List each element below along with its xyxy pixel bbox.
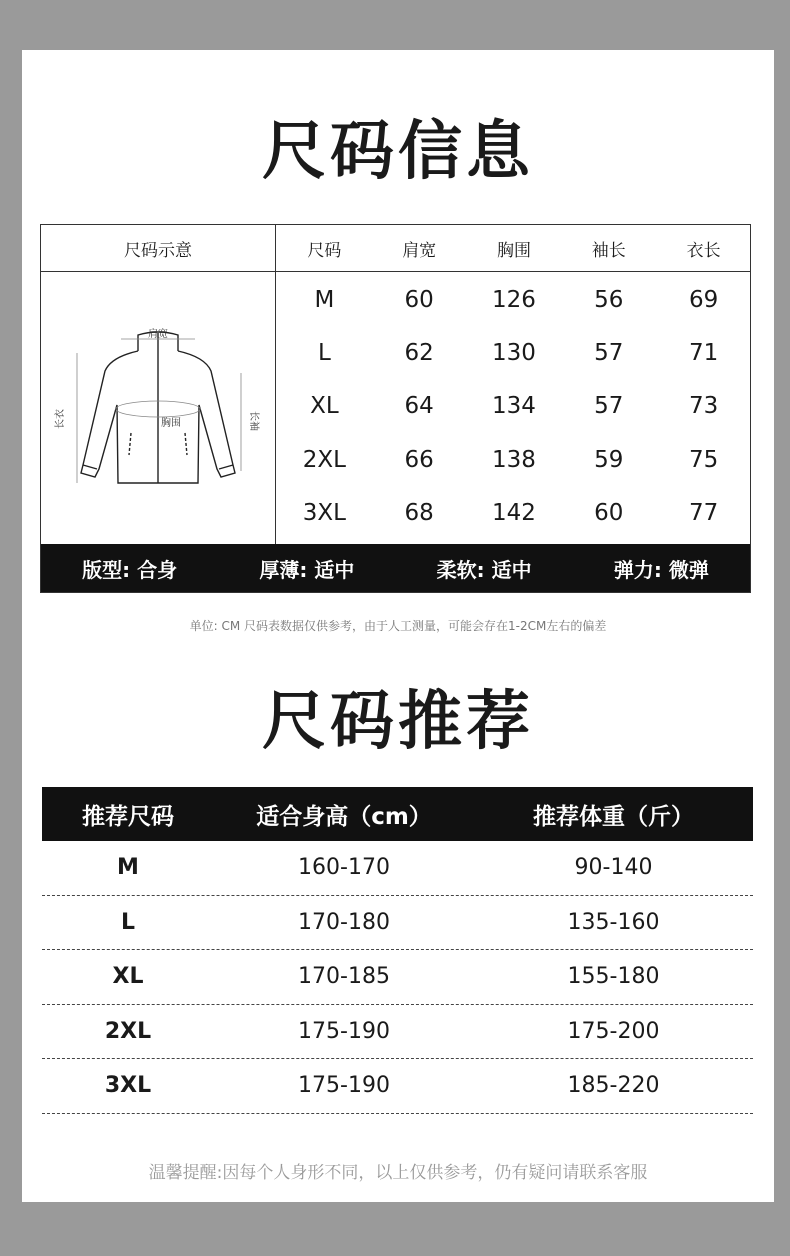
property-fit: 版型: 合身 xyxy=(82,557,178,582)
cell: 59 xyxy=(594,446,624,473)
property-softness: 柔软: 适中 xyxy=(436,557,532,582)
cell: M xyxy=(314,286,335,313)
table-row xyxy=(42,1005,753,1060)
table-row xyxy=(277,487,751,540)
table-row xyxy=(42,896,753,951)
col-header: 适合身高（cm） xyxy=(256,803,432,830)
cell: 57 xyxy=(594,340,624,367)
table-row xyxy=(277,326,751,379)
cell: XL xyxy=(310,393,339,420)
size-reco-title: 尺码推荐 xyxy=(262,685,534,759)
cell: 170-185 xyxy=(298,964,390,990)
diagram-header: 尺码示意 xyxy=(124,240,192,261)
cell: 3XL xyxy=(104,1073,152,1099)
cell: 175-190 xyxy=(298,1018,390,1044)
size-info-header-row xyxy=(277,225,751,271)
jacket-icon xyxy=(41,273,275,545)
table-row xyxy=(277,433,751,486)
cell: L xyxy=(120,909,136,935)
cell: 90-140 xyxy=(574,855,653,881)
property-thickness: 厚薄: 适中 xyxy=(259,557,355,582)
cell: XL xyxy=(112,964,144,990)
jacket-diagram xyxy=(41,273,275,545)
table-row xyxy=(42,950,753,1005)
fabric-properties-bar xyxy=(41,544,750,592)
col-header: 胸围 xyxy=(496,240,531,261)
cell: 2XL xyxy=(302,446,346,473)
size-reco-table xyxy=(42,787,753,1114)
cell: 175-200 xyxy=(567,1018,660,1044)
table-divider xyxy=(41,271,750,272)
cell: 142 xyxy=(492,500,536,527)
size-info-title: 尺码信息 xyxy=(262,115,534,189)
cell: 175-190 xyxy=(298,1073,390,1099)
cell: 60 xyxy=(404,286,434,313)
cell: 60 xyxy=(594,500,624,527)
col-header: 尺码 xyxy=(307,240,342,261)
cell: 75 xyxy=(688,446,719,473)
col-header: 衣长 xyxy=(686,240,721,261)
col-header: 袖长 xyxy=(591,240,626,261)
cell: L xyxy=(317,340,331,367)
cell: 185-220 xyxy=(567,1073,660,1099)
cell: 71 xyxy=(688,340,719,367)
cell: M xyxy=(117,855,139,881)
cell: 68 xyxy=(404,500,434,527)
cell: 66 xyxy=(404,446,434,473)
cell: 62 xyxy=(404,340,434,367)
property-elasticity: 弹力: 微弹 xyxy=(613,557,709,582)
size-chart-page xyxy=(22,50,774,1202)
shoulder-label: 肩宽 xyxy=(148,329,168,340)
cell: 155-180 xyxy=(567,964,660,990)
chest-label: 胸围 xyxy=(161,418,181,429)
cell: 77 xyxy=(688,500,719,527)
cell: 2XL xyxy=(104,1018,152,1044)
cell: 56 xyxy=(594,286,624,313)
cell: 73 xyxy=(688,393,719,420)
length-label: 长衣 xyxy=(55,409,66,429)
cell: 130 xyxy=(492,340,536,367)
cell: 64 xyxy=(404,393,434,420)
cell: 3XL xyxy=(302,500,346,527)
cell: 138 xyxy=(492,446,536,473)
table-row xyxy=(42,1059,753,1114)
cell: 57 xyxy=(594,393,624,420)
table-row xyxy=(277,380,751,433)
table-row xyxy=(277,273,751,326)
measurement-note: 单位: CM 尺码表数据仅供参考，由于人工测量，可能会存在1-2CM左右的偏差 xyxy=(189,619,607,633)
cell: 135-160 xyxy=(567,909,660,935)
size-reco-header-row xyxy=(42,787,753,841)
col-header: 推荐体重（斤） xyxy=(533,803,694,830)
col-header: 推荐尺码 xyxy=(82,803,174,830)
sleeve-label: 长袖 xyxy=(248,411,259,431)
cell: 170-180 xyxy=(298,909,390,935)
table-row xyxy=(42,841,753,896)
cell: 134 xyxy=(492,393,536,420)
cell: 160-170 xyxy=(298,855,390,881)
size-info-rows xyxy=(277,273,751,540)
cell: 126 xyxy=(492,286,536,313)
col-header: 肩宽 xyxy=(402,240,437,261)
reminder-text: 温馨提醒:因每个人身形不同，以上仅供参考，仍有疑问请联系客服 xyxy=(148,1163,648,1183)
table-divider xyxy=(275,225,276,544)
cell: 69 xyxy=(688,286,719,313)
size-info-table xyxy=(40,224,751,593)
